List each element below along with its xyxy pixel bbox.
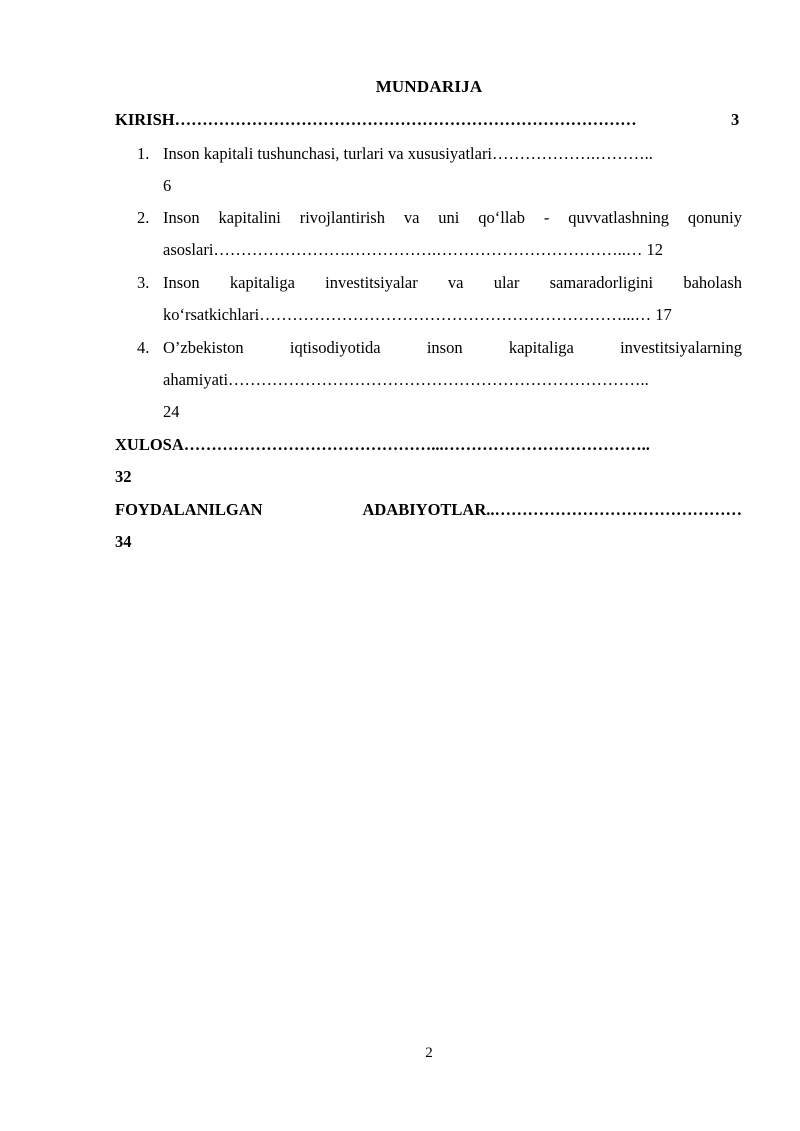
page-number: 2 bbox=[425, 1045, 433, 1061]
item-text: Inson kapitaliga investitsiyalar va ular samaradorligini baholash bbox=[163, 273, 742, 292]
toc-entry-intro[interactable] bbox=[115, 110, 637, 130]
intro-label: KIRISH bbox=[115, 110, 175, 129]
intro-leader: ………………………………………………………………………… bbox=[174, 110, 637, 129]
item-number: 2. bbox=[137, 208, 150, 227]
toc-entry-references[interactable] bbox=[115, 500, 742, 520]
toc-entry-item-1[interactable]: Inson kapitali tushunchasi, turlari va xususiyatlari……………….……….. bbox=[163, 144, 653, 163]
item-text: O’zbekiston iqtisodiyotida inson kapitaliga investitsiyalarning bbox=[163, 338, 742, 357]
item-text: Inson kapitalini rivojlantirish va uni qo‘llab - quvvatlashning qonuniy bbox=[163, 208, 742, 227]
toc-entry-item-2[interactable] bbox=[163, 208, 742, 228]
item-page: 24 bbox=[163, 402, 180, 421]
item-number: 1. bbox=[137, 144, 150, 163]
item-number: 3. bbox=[137, 273, 150, 292]
toc-heading: MUNDARIJA bbox=[375, 77, 483, 96]
references-label: FOYDALANILGAN ADABIYOTLAR..……………………………………… bbox=[115, 500, 742, 519]
item-continuation: ko‘rsatkichlari…………………………………………………………...… 17 bbox=[163, 305, 672, 324]
item-page: 6 bbox=[163, 176, 172, 195]
conclusion-page: 32 bbox=[115, 467, 132, 486]
toc-entry-item-3[interactable] bbox=[163, 273, 742, 293]
toc-entry-conclusion[interactable]: XULOSA………………………………………...……………………………….. bbox=[115, 435, 650, 454]
references-page: 34 bbox=[115, 532, 132, 551]
item-continuation: asoslari…………………….…………….……………………………..… 12 bbox=[163, 240, 664, 259]
item-continuation: ahamiyati………………………………………………………………….. bbox=[163, 370, 649, 389]
item-number: 4. bbox=[137, 338, 150, 357]
toc-entry-item-4[interactable] bbox=[163, 338, 742, 358]
intro-page: 3 bbox=[731, 110, 740, 129]
